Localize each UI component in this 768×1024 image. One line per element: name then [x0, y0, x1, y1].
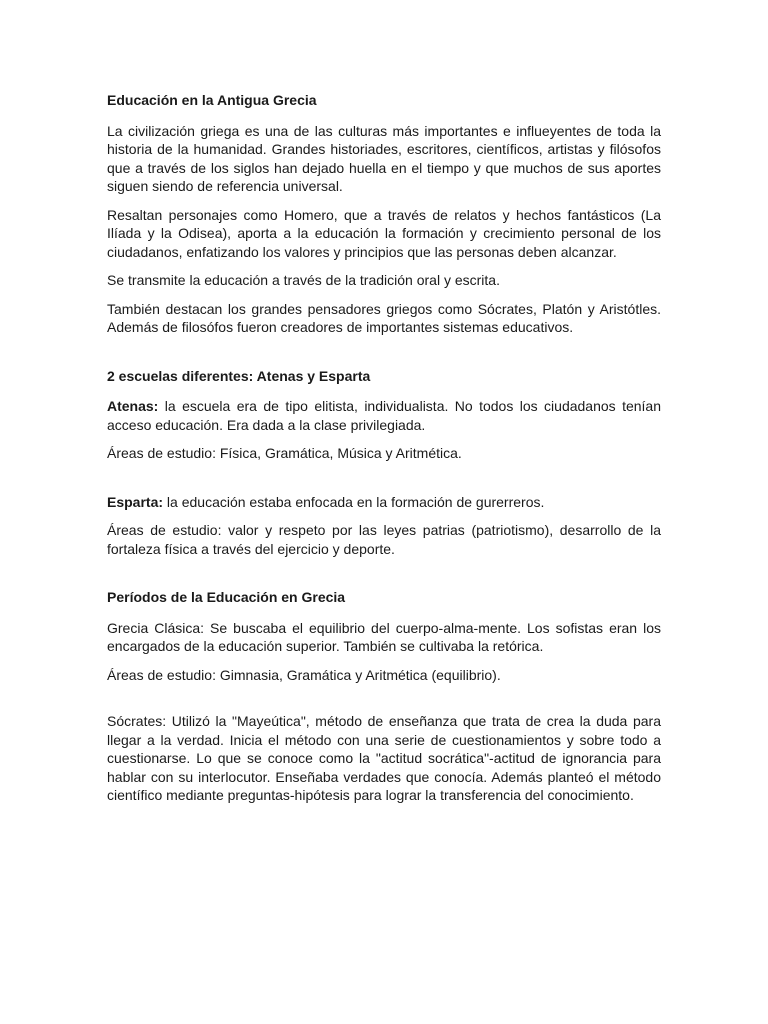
paragraph-civilizacion: La civilización griega es una de las culturas más importantes e influeyentes de toda la historia de la humanidad. Grandes historiades, escritores, científicos, artistas y filósofos que a través de los siglos han dejado huella en el tiempo y que muchos de sus aportes siguen siendo de referencia universal. [107, 122, 661, 194]
paragraph-grecia-clasica: Grecia Clásica: Se buscaba el equilibrio del cuerpo-alma-mente. Los sofistas eran los encargados de la educación superior. También se cultivaba la retórica. [107, 619, 661, 654]
atenas-text: la escuela era de tipo elitista, individualista. No todos los ciudadanos tenían acceso educación. Era dada a la clase privilegiada. [107, 398, 661, 433]
paragraph-atenas [107, 397, 661, 434]
paragraph-socrates: Sócrates: Utilizó la "Mayeútica", método de enseñanza que trata de crea la duda para llegar a la verdad. Inicia el método con una serie de cuestionamientos y sobre todo a cuestionarse. Lo que se conoce como la "actitud socrática"-actitud de ignorancia para hablar con su interlocutor. Enseñaba verdades que conocía. Además planteó el método científico mediante preguntas-hipótesis para lograr la transferencia del conocimiento. [107, 713, 661, 803]
paragraph-homero: Resaltan personajes como Homero, que a través de relatos y hechos fantásticos (La Ilíada y la Odisea), aporta a la educación la formación y crecimiento personal de los ciudadanos, enfatizando los valores y principios que las personas deben alcanzar. [107, 206, 661, 260]
heading-escuelas: 2 escuelas diferentes: Atenas y Esparta [107, 367, 371, 384]
esparta-text: la educación estaba enfocada en la formación de gurerreros. [163, 493, 545, 510]
paragraph-tradicion: Se transmite la educación a través de la tradición oral y escrita. [107, 272, 500, 288]
paragraph-atenas-areas: Áreas de estudio: Física, Gramática, Música y Aritmética. [107, 445, 462, 461]
esparta-label: Esparta: [107, 493, 164, 510]
document-page [107, 91, 661, 815]
atenas-label: Atenas: [107, 398, 159, 414]
paragraph-esparta [107, 493, 661, 512]
heading-educacion-grecia: Educación en la Antigua Grecia [107, 92, 317, 108]
paragraph-pensadores: También destacan los grandes pensadores griegos como Sócrates, Platón y Aristótles. Además de filosófos fueron creadores de importantes sistemas educativos. [107, 300, 661, 335]
paragraph-periodos-areas: Áreas de estudio: Gimnasia, Gramática y Aritmética (equilibrio). [107, 666, 501, 683]
paragraph-esparta-areas: Áreas de estudio: valor y respeto por las leyes patrias (patriotismo), desarrollo de la fortaleza física a través del ejercicio y deporte. [107, 522, 661, 557]
heading-periodos: Períodos de la Educación en Grecia [107, 589, 346, 605]
